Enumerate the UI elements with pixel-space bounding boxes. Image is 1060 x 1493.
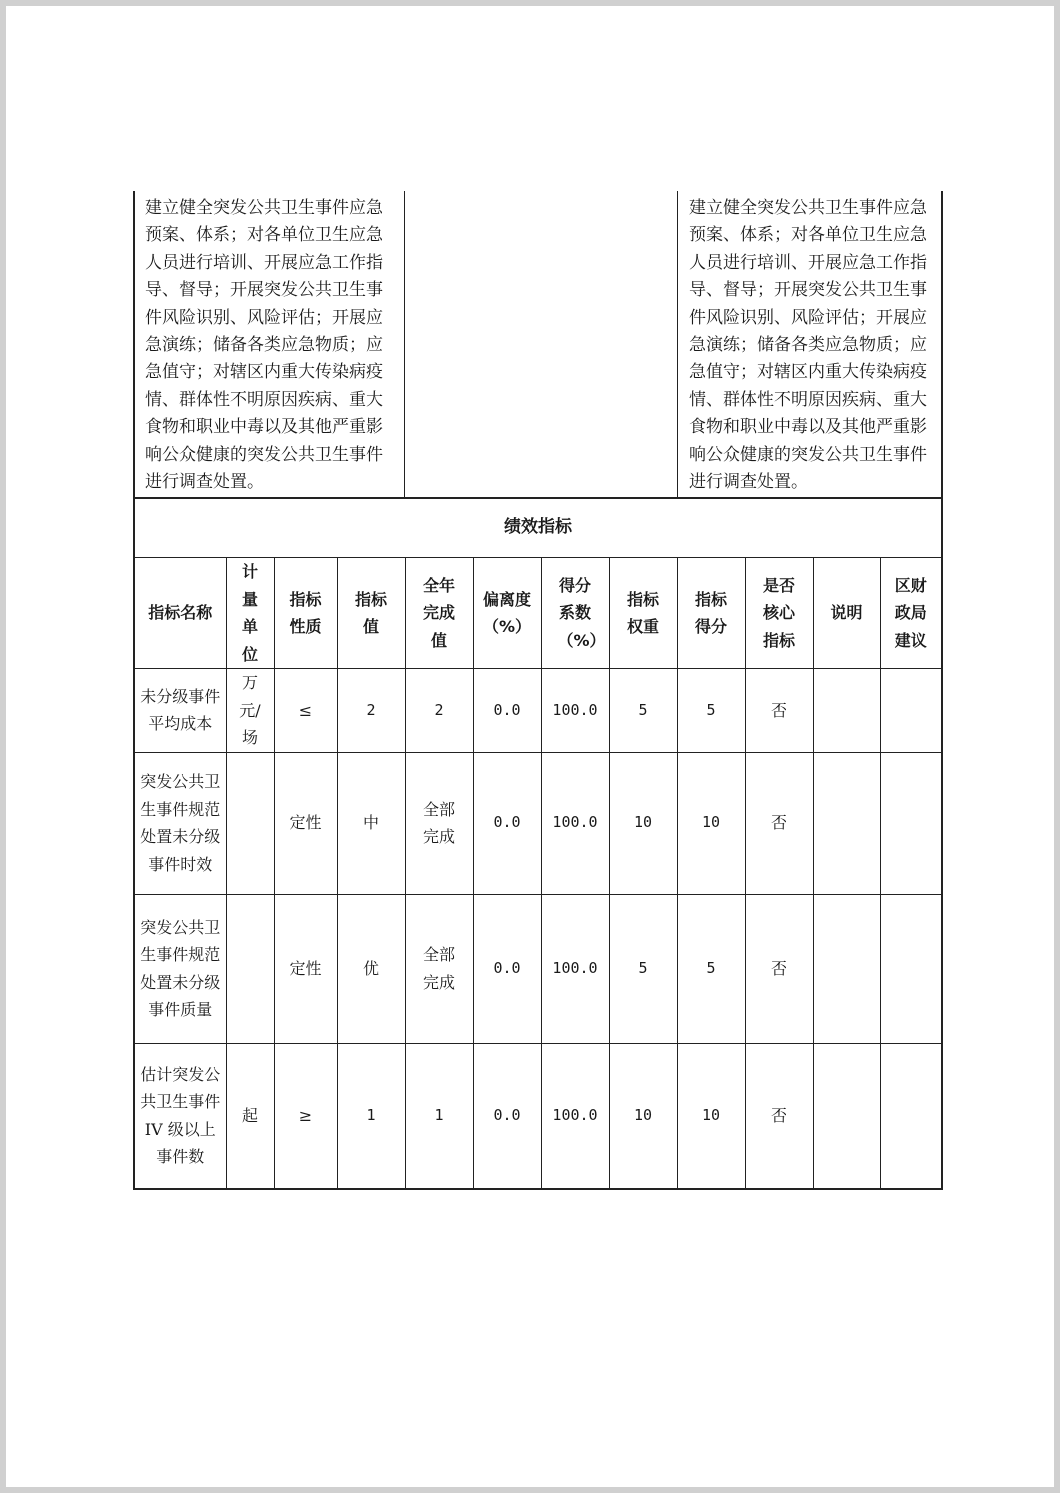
cell-unit [226, 894, 274, 1043]
cell-core: 否 [745, 669, 813, 753]
header-coef: 得分系数（%） [541, 558, 609, 669]
description-block [133, 191, 943, 499]
cell-coef: 100.0 [541, 894, 609, 1043]
table-row [134, 669, 942, 753]
cell-note [813, 752, 880, 894]
column-divider [404, 191, 405, 497]
cell-advice [880, 1043, 942, 1189]
cell-deviation: 0.0 [473, 669, 541, 753]
cell-score: 10 [677, 1043, 745, 1189]
cell-note [813, 894, 880, 1043]
cell-actual: 2 [405, 669, 473, 753]
cell-score: 5 [677, 894, 745, 1043]
cell-deviation: 0.0 [473, 752, 541, 894]
header-weight: 指标权重 [609, 558, 677, 669]
cell-actual: 1 [405, 1043, 473, 1189]
cell-unit: 起 [226, 1043, 274, 1189]
cell-weight: 10 [609, 1043, 677, 1189]
cell-nature: 定性 [274, 894, 337, 1043]
cell-nature: ≥ [274, 1043, 337, 1189]
cell-note [813, 1043, 880, 1189]
cell-value: 中 [337, 752, 405, 894]
cell-coef: 100.0 [541, 752, 609, 894]
cell-name: 未分级事件平均成本 [134, 669, 226, 753]
task-description-left: 建立健全突发公共卫生事件应急预案、体系；对各单位卫生应急人员进行培训、开展应急工作指导、督导；开展突发公共卫生事件风险识别、风险评估；开展应急演练；储备各类应急物质；应急值守；对辖区内重大传染病疫情、群体性不明原因疾病、重大食物和职业中毒以及其他严重影响公众健康的突发公共卫生事件进行调查处置。 [145, 198, 383, 493]
cell-value: 1 [337, 1043, 405, 1189]
cell-weight: 5 [609, 669, 677, 753]
cell-value: 优 [337, 894, 405, 1043]
cell-weight: 5 [609, 894, 677, 1043]
cell-core: 否 [745, 1043, 813, 1189]
table-row [134, 752, 942, 894]
cell-nature: ≤ [274, 669, 337, 753]
table-row [134, 1043, 942, 1189]
header-name: 指标名称 [134, 558, 226, 669]
header-deviation: 偏离度（%） [473, 558, 541, 669]
cell-deviation: 0.0 [473, 894, 541, 1043]
cell-nature: 定性 [274, 752, 337, 894]
cell-coef: 100.0 [541, 669, 609, 753]
task-description-right: 建立健全突发公共卫生事件应急预案、体系；对各单位卫生应急人员进行培训、开展应急工作指导、督导；开展突发公共卫生事件风险识别、风险评估；开展应急演练；储备各类应急物质；应急值守；对辖区内重大传染病疫情、群体性不明原因疾病、重大食物和职业中毒以及其他严重影响公众健康的突发公共卫生事件进行调查处置。 [689, 198, 927, 493]
cell-unit [226, 752, 274, 894]
table-title: 绩效指标 [134, 498, 942, 558]
cell-weight: 10 [609, 752, 677, 894]
header-advice: 区财政局建议 [880, 558, 942, 669]
table-row [134, 894, 942, 1043]
cell-deviation: 0.0 [473, 1043, 541, 1189]
cell-name: 估计突发公共卫生事件 IV 级以上事件数 [134, 1043, 226, 1189]
cell-actual: 全部完成 [405, 752, 473, 894]
cell-name: 突发公共卫生事件规范处置未分级事件时效 [134, 752, 226, 894]
cell-score: 10 [677, 752, 745, 894]
header-core: 是否核心指标 [745, 558, 813, 669]
cell-coef: 100.0 [541, 1043, 609, 1189]
cell-name: 突发公共卫生事件规范处置未分级事件质量 [134, 894, 226, 1043]
header-actual: 全年完成值 [405, 558, 473, 669]
header-nature: 指标性质 [274, 558, 337, 669]
header-unit: 计量单位 [226, 558, 274, 669]
cell-core: 否 [745, 894, 813, 1043]
cell-advice [880, 752, 942, 894]
header-value: 指标值 [337, 558, 405, 669]
header-note: 说明 [813, 558, 880, 669]
cell-actual: 全部完成 [405, 894, 473, 1043]
performance-table [133, 497, 943, 1190]
cell-value: 2 [337, 669, 405, 753]
header-score: 指标得分 [677, 558, 745, 669]
cell-advice [880, 894, 942, 1043]
cell-unit: 万元/场 [226, 669, 274, 753]
cell-advice [880, 669, 942, 753]
column-divider [677, 191, 678, 497]
cell-note [813, 669, 880, 753]
cell-core: 否 [745, 752, 813, 894]
cell-score: 5 [677, 669, 745, 753]
